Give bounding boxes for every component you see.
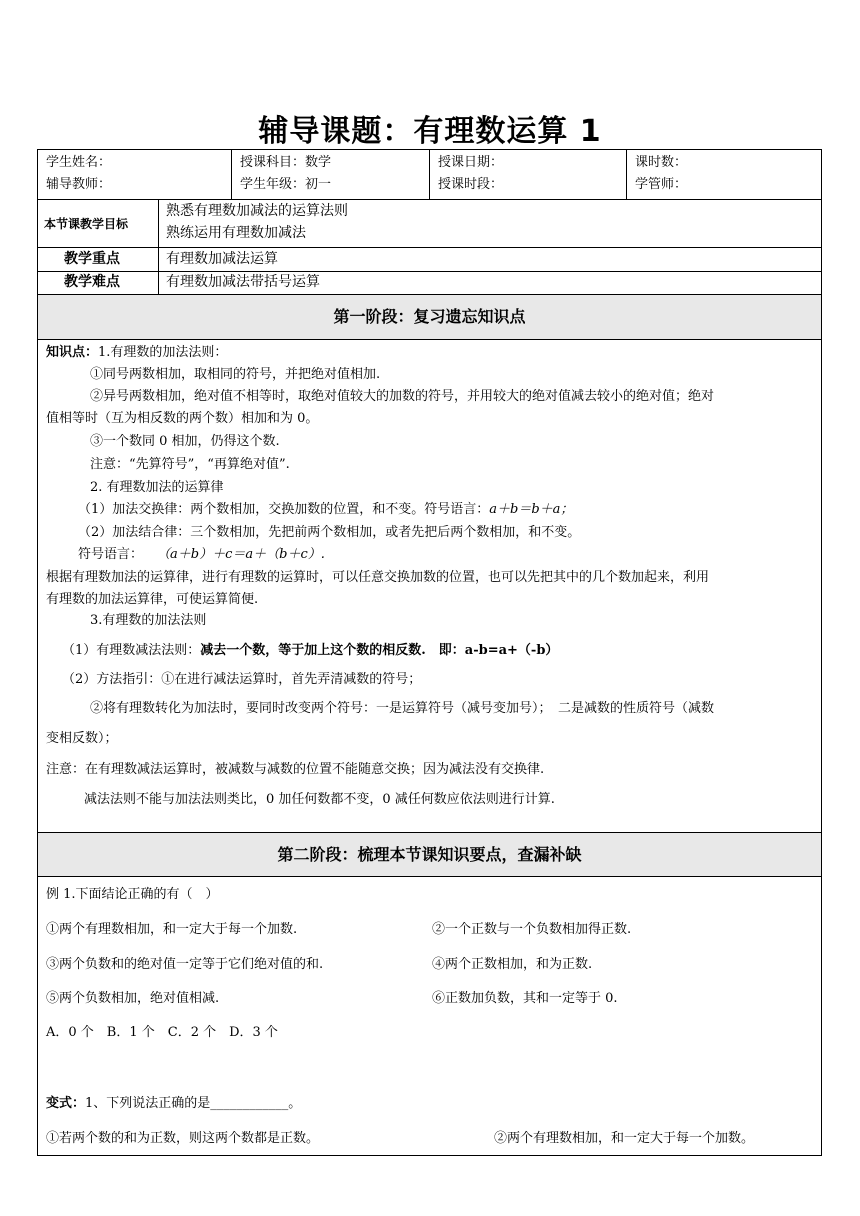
- option-item: ②两个有理数相加，和一定大于每一个加数。: [494, 1131, 755, 1146]
- divider: [231, 150, 232, 199]
- method-line: （2）方法指引：①在进行减法运算时，首先弄清减数的符号；: [62, 672, 422, 687]
- variant-question: [46, 1096, 301, 1112]
- option-item: ③两个负数和的绝对值一定等于它们绝对值的和.: [46, 957, 324, 972]
- student-name-field: 学生姓名：: [46, 155, 112, 170]
- rule-text: （1）有理数减法法则：: [62, 643, 201, 658]
- law-text: （1）加法交换律：两个数相加，交换加数的位置，和不变。符号语言：: [78, 502, 490, 517]
- subject-field: 授课科目：数学: [240, 155, 332, 170]
- goals-label: 本节课教学目标: [44, 217, 129, 231]
- stage2-heading: 第二阶段：梳理本节课知识要点，查漏补缺: [38, 833, 821, 876]
- rule-line: ③一个数同 0 相加，仍得这个数.: [90, 434, 280, 449]
- option-item: ②一个正数与一个负数相加得正数.: [432, 922, 632, 937]
- divider: [429, 150, 430, 199]
- divider: [626, 150, 627, 199]
- rule-line: 值相等时（互为相反数的两个数）相加和为 0。: [46, 411, 319, 426]
- rule-emphasis: 减去一个数，等于加上这个数的相反数. 即：a-b=a+（-b）: [200, 643, 559, 658]
- option-item: ⑤两个负数相加，绝对值相减.: [46, 991, 220, 1006]
- option-item: ⑥正数加负数，其和一定等于 0.: [432, 991, 618, 1006]
- divider: [37, 876, 822, 877]
- variant-label: 变式：: [46, 1096, 86, 1111]
- knowledge-point: [46, 345, 227, 361]
- law-text: 符号语言：: [78, 547, 144, 562]
- subtraction-rule: [62, 643, 558, 659]
- paragraph-line: 有理数的加法运算律，可使运算简便.: [46, 592, 259, 607]
- law-line: （2）加法结合律：三个数相加，先把前两个数相加，或者先把后两个数相加，和不变。: [78, 525, 581, 540]
- goal-line: 熟练运用有理数加减法: [166, 225, 306, 241]
- date-field: 授课日期：: [438, 155, 504, 170]
- divider: [37, 247, 822, 248]
- paragraph-line: 根据有理数加法的运算律，进行有理数的运算时，可以任意交换加数的位置，也可以先把其中的几个数加起来，利用: [46, 570, 710, 585]
- option-item: ①两个有理数相加，和一定大于每一个加数.: [46, 922, 298, 937]
- difficulty-value: 有理数加减法带括号运算: [166, 274, 320, 290]
- difficulty-label: 教学难点: [64, 274, 120, 290]
- rule-line: ②异号两数相加，绝对值不相等时，取绝对值较大的加数的符号，并用较大的绝对值减去较小的绝对值；绝对: [90, 389, 715, 404]
- manager-field: 学管师：: [635, 177, 688, 192]
- stage1-heading: 第一阶段：复习遗忘知识点: [38, 295, 821, 339]
- divider: [158, 199, 159, 294]
- time-slot-field: 授课时段：: [438, 177, 504, 192]
- grade-field: 学生年级：初一: [240, 177, 332, 192]
- method-line: 变相反数）；: [46, 731, 118, 746]
- hours-field: 课时数：: [635, 155, 688, 170]
- answer-choices: A．0 个 B．1 个 C．2 个 D．3 个: [46, 1025, 278, 1040]
- goal-line: 熟悉有理数加减法的运算法则: [166, 203, 348, 219]
- key-point-label: 教学重点: [64, 251, 120, 267]
- law-line: [78, 502, 573, 518]
- knowledge-title: 1.有理数的加法法则：: [98, 345, 228, 360]
- rule-line: ①同号两数相加，取相同的符号，并把绝对值相加.: [90, 367, 381, 382]
- variant-text: 1、下列说法正确的是____________。: [85, 1096, 302, 1111]
- page-title: 辅导课题：有理数运算 1: [258, 114, 602, 149]
- option-item: ④两个正数相加，和为正数.: [432, 957, 593, 972]
- section-title: 3.有理数的加法法则: [90, 613, 207, 628]
- law-line: [78, 547, 325, 563]
- example-title: 例 1.下面结论正确的有（ ）: [46, 887, 219, 902]
- note-line: 注意：“先算符号”，“再算绝对值”.: [90, 457, 290, 472]
- law-formula: a＋b＝b＋a；: [489, 502, 574, 517]
- knowledge-label: 知识点：: [46, 345, 99, 360]
- divider: [37, 271, 822, 272]
- note-line: 注意：在有理数减法运算时，被减数与减数的位置不能随意交换；因为减法没有交换律.: [46, 762, 545, 777]
- law-formula: （a＋b）＋c＝a＋（b＋c）.: [157, 547, 325, 562]
- method-line: ②将有理数转化为加法时，要同时改变两个符号：一是运算符号（减号变加号）； 二是减数的性质符号（减数: [90, 701, 715, 716]
- divider: [37, 199, 822, 200]
- divider: [37, 339, 822, 340]
- law-title: 2. 有理数加法的运算律: [90, 480, 224, 495]
- note-line: 减法法则不能与加法法则类比，0 加任何数都不变，0 减任何数应依法则进行计算.: [84, 792, 555, 807]
- teacher-field: 辅导教师：: [46, 177, 112, 192]
- key-point-value: 有理数加减法运算: [166, 251, 278, 267]
- option-item: ①若两个数的和为正数，则这两个数都是正数。: [46, 1131, 320, 1146]
